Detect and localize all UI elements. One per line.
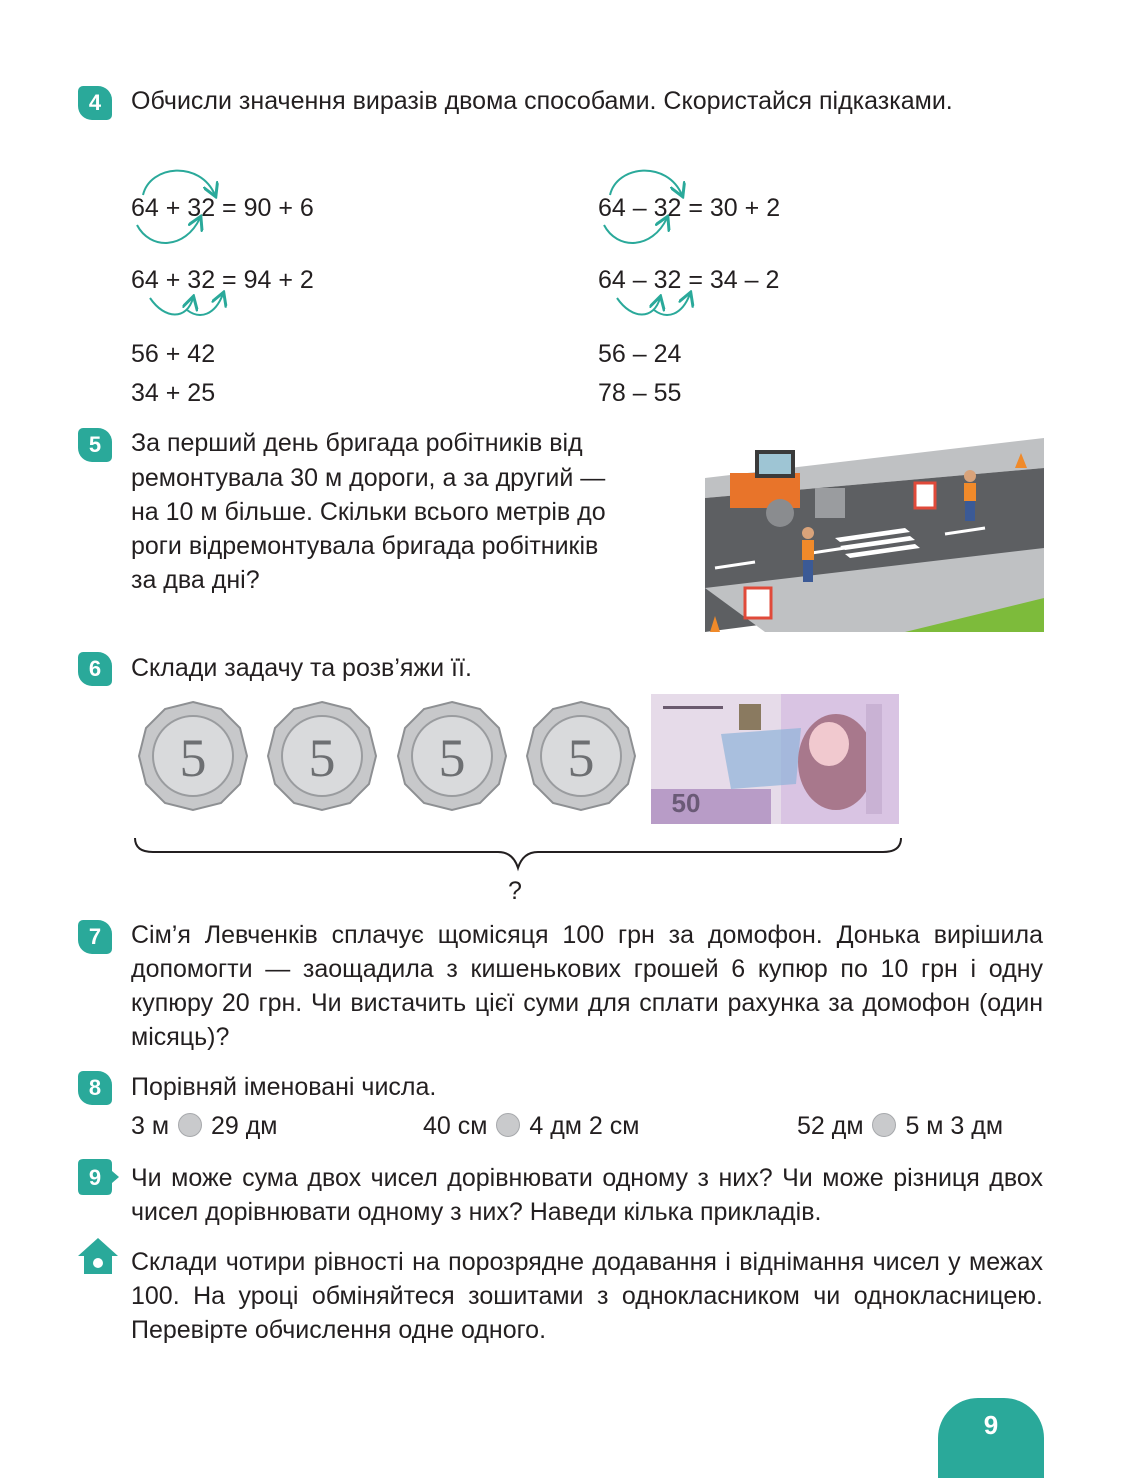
task-text-line: за два дні? bbox=[131, 566, 260, 594]
brace-question-mark: ? bbox=[508, 877, 522, 905]
task-text: Склади задачу та розв’яжи її. bbox=[131, 654, 472, 682]
svg-text:5: 5 bbox=[308, 728, 336, 788]
coin-5-hryvnia bbox=[137, 700, 249, 812]
expression: 56 + 42 bbox=[131, 340, 216, 368]
expression: 64 – 32 = 34 – 2 bbox=[598, 266, 780, 294]
task-text-line: За перший день бригада робітників від bbox=[131, 429, 583, 457]
task-text-line: на 10 м більше. Скільки всього метрів до bbox=[131, 498, 606, 526]
expression: 64 + 32 = 94 + 2 bbox=[131, 266, 314, 294]
comparison-right: 4 дм 2 см bbox=[529, 1112, 640, 1140]
svg-text:50: 50 bbox=[671, 788, 701, 818]
svg-text:9: 9 bbox=[88, 1165, 102, 1190]
expression: 78 – 55 bbox=[598, 379, 682, 407]
comparison bbox=[423, 1109, 639, 1143]
task-number-badge: 6 bbox=[78, 652, 112, 686]
svg-text:5: 5 bbox=[179, 728, 207, 788]
svg-text:5: 5 bbox=[567, 728, 595, 788]
comparison-left: 3 м bbox=[131, 1112, 170, 1140]
task-number-badge: 7 bbox=[78, 920, 112, 954]
compare-circle[interactable] bbox=[872, 1113, 896, 1137]
coin-5-hryvnia bbox=[525, 700, 637, 812]
expression: 64 + 32 = 90 + 6 bbox=[131, 194, 314, 222]
task-number-badge: 5 bbox=[78, 428, 112, 462]
homework-text: Склади чотири рівності на порозрядне додавання і віднімання чисел у межах 100. На уроці обміняйтеся зошитами з однокласником чи однокласницею. Перевірте обчислення одне одного. bbox=[131, 1248, 1043, 1344]
task-number-badge: 4 bbox=[78, 86, 112, 120]
road-repair-illustration bbox=[705, 438, 1044, 632]
expression: 64 – 32 = 30 + 2 bbox=[598, 194, 781, 222]
comparison bbox=[797, 1109, 1003, 1143]
home-icon bbox=[76, 1236, 120, 1276]
comparison-right: 29 дм bbox=[210, 1112, 278, 1140]
task-text: Чи може сума двох чисел дорівнювати одному з них? Чи може різниця двох чисел дорівнювати одному з них? Наведи кілька прикладів. bbox=[131, 1164, 1043, 1226]
svg-text:5: 5 bbox=[438, 728, 466, 788]
comparison-right: 5 м 3 дм bbox=[905, 1112, 1004, 1140]
task-number-badge: 8 bbox=[78, 1071, 112, 1105]
task-text: Сім’я Левченків сплачує щомісяця 100 грн за домофон. Донька вирішила допомогти — заощадила з кишенькових грошей 6 купюр по 10 грн і одну купюру 20 грн. Чи вистачить цієї суми для сплати рахунка за домофон (один місяць)? bbox=[131, 921, 1043, 1051]
task-text: Порівняй іменовані числа. bbox=[131, 1073, 437, 1101]
challenge-badge bbox=[78, 1159, 120, 1195]
task-text: Обчисли значення виразів двома способами. Скористайся підказками. bbox=[131, 87, 953, 115]
task-text-line: роги відремонтувала бригада робітників bbox=[131, 532, 599, 560]
expression: 56 – 24 bbox=[598, 340, 682, 368]
worker bbox=[802, 527, 814, 582]
comparison-left: 52 дм bbox=[797, 1112, 864, 1140]
coin-5-hryvnia bbox=[396, 700, 508, 812]
coin-5-hryvnia bbox=[266, 700, 378, 812]
compare-circle[interactable] bbox=[178, 1113, 202, 1137]
banknote-50-hryvnia bbox=[651, 694, 899, 824]
curly-brace bbox=[133, 836, 903, 872]
compare-circle[interactable] bbox=[496, 1113, 520, 1137]
expression: 34 + 25 bbox=[131, 379, 216, 407]
comparison bbox=[131, 1109, 277, 1143]
comparison-left: 40 см bbox=[423, 1112, 488, 1140]
task-text-line: ремонтувала 30 м дороги, а за другий — bbox=[131, 464, 606, 492]
worker bbox=[964, 470, 976, 521]
page-number: 9 bbox=[938, 1398, 1044, 1478]
